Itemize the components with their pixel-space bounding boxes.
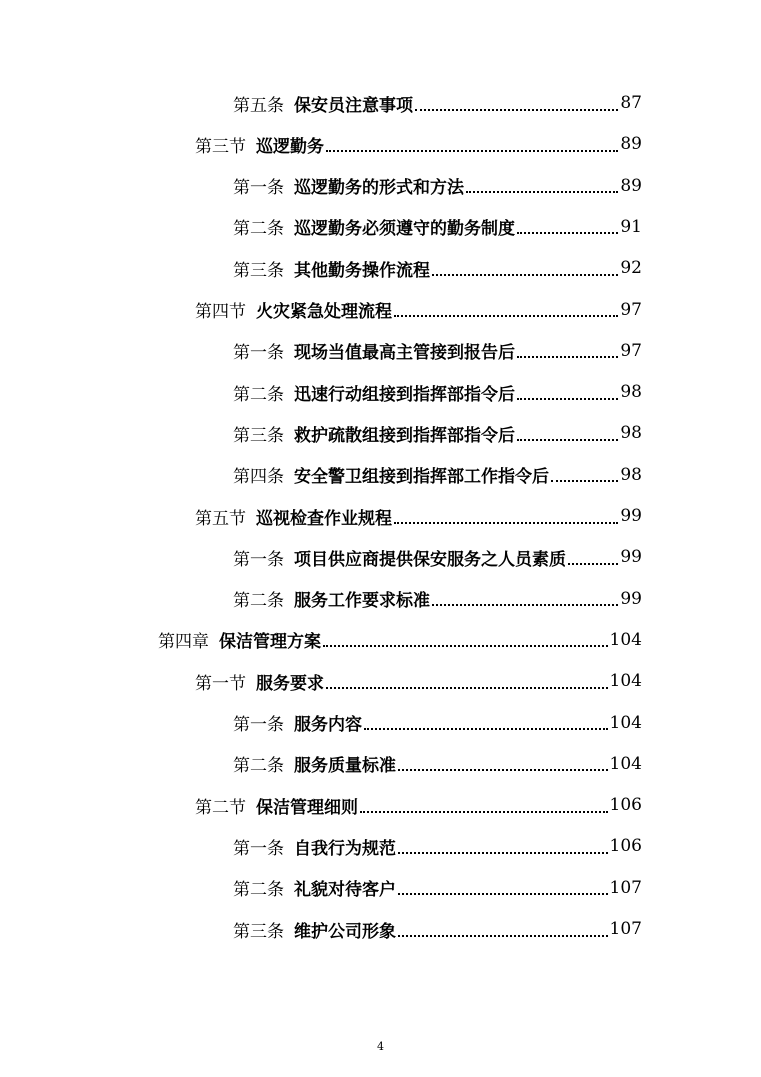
toc-entry[interactable] xyxy=(233,914,642,944)
toc-entry-title: 项目供应商提供保安服务之人员素质 xyxy=(294,549,566,570)
toc-entry-title: 迅速行动组接到指挥部指令后 xyxy=(294,384,515,405)
toc-entry-page: 99 xyxy=(620,588,642,609)
dot-leader xyxy=(466,174,618,193)
dot-leader xyxy=(394,505,618,524)
toc-entry-page: 104 xyxy=(609,629,642,650)
toc-entry-title: 巡视检查作业规程 xyxy=(256,508,392,529)
toc-entry[interactable] xyxy=(158,625,642,655)
dot-leader xyxy=(517,215,618,234)
dot-leader xyxy=(517,339,618,358)
toc-entry[interactable] xyxy=(233,336,642,366)
toc-entry-page: 98 xyxy=(620,464,642,485)
toc-entry-title: 巡逻勤务的形式和方法 xyxy=(294,178,464,199)
toc-entry-title: 服务要求 xyxy=(256,673,324,694)
toc-entry-page: 97 xyxy=(620,299,642,320)
dot-leader xyxy=(364,711,608,730)
toc-entry-label: 第三条 xyxy=(233,425,284,446)
toc-entry-title: 服务质量标准 xyxy=(294,756,396,777)
toc-entry-page: 106 xyxy=(609,795,642,816)
toc-entry-page: 91 xyxy=(620,216,642,237)
dot-leader xyxy=(323,628,608,647)
toc-entry-title: 自我行为规范 xyxy=(294,838,396,859)
toc-entry-label: 第三条 xyxy=(233,921,284,942)
toc-entry-title: 服务工作要求标准 xyxy=(294,591,430,612)
dot-leader xyxy=(517,422,618,441)
dot-leader xyxy=(415,92,618,111)
toc-entry-title: 安全警卫组接到指挥部工作指令后 xyxy=(294,467,549,488)
dot-leader xyxy=(326,133,618,152)
toc-entry[interactable] xyxy=(195,666,642,696)
toc-entry[interactable] xyxy=(233,418,642,448)
dot-leader xyxy=(326,670,608,689)
toc-entry-label: 第一条 xyxy=(233,343,284,364)
dot-leader xyxy=(551,463,618,482)
toc-entry[interactable] xyxy=(233,831,642,861)
toc-entry-page: 98 xyxy=(620,382,642,403)
toc-entry-label: 第二条 xyxy=(233,384,284,405)
dot-leader xyxy=(394,298,618,317)
dot-leader xyxy=(398,918,608,937)
dot-leader xyxy=(398,752,608,771)
toc-entry-label: 第二条 xyxy=(233,219,284,240)
toc-entry-page: 98 xyxy=(620,423,642,444)
toc-entry[interactable] xyxy=(233,542,642,572)
dot-leader xyxy=(398,876,608,895)
toc-entry[interactable] xyxy=(233,708,642,738)
toc-entry-label: 第四章 xyxy=(158,632,209,653)
toc-entry-label: 第一条 xyxy=(233,178,284,199)
dot-leader xyxy=(432,587,618,606)
toc-entry-title: 巡逻勤务 xyxy=(256,136,324,157)
toc-entry-page: 92 xyxy=(620,258,642,279)
dot-leader xyxy=(517,381,618,400)
toc-entry-title: 其他勤务操作流程 xyxy=(294,260,430,281)
toc-entry-label: 第五条 xyxy=(233,95,284,116)
dot-leader xyxy=(398,835,608,854)
toc-entry-label: 第一条 xyxy=(233,838,284,859)
dot-leader xyxy=(360,794,608,813)
toc-entry[interactable] xyxy=(233,584,642,614)
toc-entry-page: 89 xyxy=(620,134,642,155)
toc-entry-page: 89 xyxy=(620,175,642,196)
toc-entry[interactable] xyxy=(233,377,642,407)
toc-entry-label: 第一条 xyxy=(233,715,284,735)
toc-entry-title: 现场当值最高主管接到报告后 xyxy=(294,343,515,364)
toc-entry-label: 第二条 xyxy=(233,591,284,612)
toc-entry-title: 火灾紧急处理流程 xyxy=(256,302,392,322)
toc-entry-title: 保洁管理细则 xyxy=(256,797,358,818)
toc-entry[interactable] xyxy=(233,460,642,490)
toc-entry[interactable] xyxy=(195,790,642,820)
toc-entry-label: 第三节 xyxy=(195,136,246,157)
toc-entry-label: 第四节 xyxy=(195,302,246,322)
toc-entry-page: 104 xyxy=(609,712,642,733)
toc-entry[interactable] xyxy=(195,501,642,531)
toc-entry-page: 104 xyxy=(609,753,642,774)
toc-entry-page: 97 xyxy=(620,340,642,361)
toc-entry-title: 保洁管理方案 xyxy=(219,632,321,653)
toc-entry-page: 107 xyxy=(609,919,642,939)
toc-entry-page: 104 xyxy=(609,671,642,692)
toc-entry[interactable] xyxy=(233,749,642,779)
toc-entry[interactable] xyxy=(233,88,642,118)
toc-entry-title: 礼貌对待客户 xyxy=(294,880,396,901)
toc-entry-label: 第三条 xyxy=(233,260,284,281)
toc-entry[interactable] xyxy=(195,295,642,325)
toc-entry-title: 救护疏散组接到指挥部指令后 xyxy=(294,425,515,446)
toc-entry[interactable] xyxy=(233,253,642,283)
toc-entry-title: 保安员注意事项 xyxy=(294,95,413,116)
toc-entry-page: 87 xyxy=(620,93,642,113)
toc-entry-label: 第一条 xyxy=(233,549,284,570)
toc-entry-page: 99 xyxy=(620,506,642,526)
page-number: 4 xyxy=(377,1040,384,1053)
toc-entry-label: 第二节 xyxy=(195,797,246,818)
toc-entry[interactable] xyxy=(233,171,642,201)
toc-entry[interactable] xyxy=(233,212,642,242)
toc-entry-page: 106 xyxy=(609,836,642,857)
toc-entry-label: 第四条 xyxy=(233,467,284,488)
toc-entry-title: 巡逻勤务必须遵守的勤务制度 xyxy=(294,219,515,240)
dot-leader xyxy=(432,257,618,276)
toc-entry-label: 第一节 xyxy=(195,673,246,694)
toc-entry-label: 第二条 xyxy=(233,756,284,777)
toc-entry[interactable] xyxy=(233,873,642,903)
toc-entry-page: 107 xyxy=(609,877,642,898)
dot-leader xyxy=(568,546,618,565)
toc-entry-title: 服务内容 xyxy=(294,715,362,735)
toc-entry-label: 第二条 xyxy=(233,880,284,901)
toc-entry-page: 99 xyxy=(620,547,642,568)
toc-entry-label: 第五节 xyxy=(195,508,246,529)
toc-entry-title: 维护公司形象 xyxy=(294,921,396,942)
toc-entry[interactable] xyxy=(195,129,642,159)
